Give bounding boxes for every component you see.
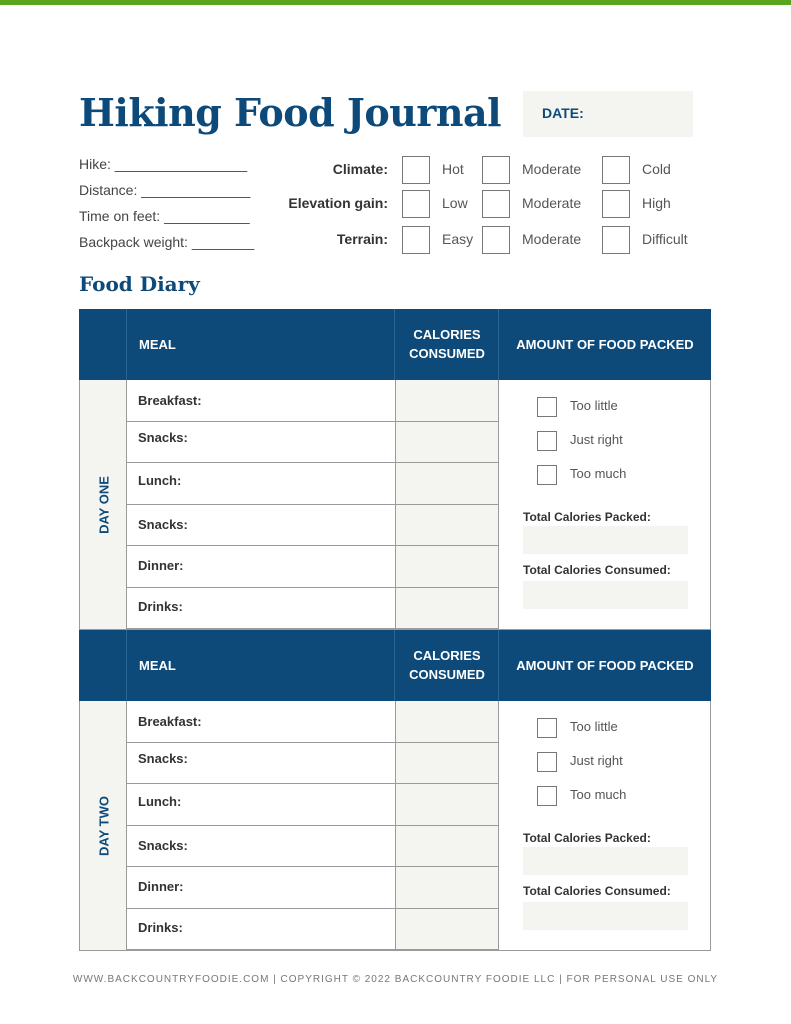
- day-one-table: [79, 309, 711, 629]
- drinks-row[interactable]: [127, 588, 395, 629]
- calories-cell[interactable]: [395, 701, 499, 743]
- amount-column-header: AMOUNT OF FOOD PACKED: [516, 658, 694, 673]
- table-bottom-border: [79, 629, 711, 630]
- snacks-row[interactable]: [127, 505, 395, 546]
- top-accent-bar: [0, 0, 791, 5]
- elevation-low-checkbox[interactable]: [402, 190, 430, 218]
- elevation-moderate-label: Moderate: [522, 195, 582, 211]
- lunch-row[interactable]: [127, 784, 395, 826]
- total-calories-consumed-field[interactable]: [523, 581, 688, 609]
- distance-field[interactable]: Distance: ______________: [79, 182, 251, 198]
- elevation-moderate-checkbox[interactable]: [482, 190, 510, 218]
- elevation-high-label: High: [642, 195, 671, 211]
- day-one-label: DAY ONE: [96, 475, 112, 534]
- snacks-row[interactable]: [127, 826, 395, 867]
- meal-label: Lunch:: [138, 473, 182, 488]
- lunch-row[interactable]: [127, 463, 395, 505]
- day-one-label-column: [79, 380, 127, 629]
- meal-label: Drinks:: [138, 599, 183, 614]
- table-header: [79, 630, 711, 701]
- calories-cell[interactable]: [395, 909, 499, 950]
- meal-label: Drinks:: [138, 920, 183, 935]
- drinks-row[interactable]: [127, 909, 395, 950]
- meal-label: Breakfast:: [138, 714, 202, 729]
- terrain-difficult-label: Difficult: [642, 231, 688, 247]
- footer-copyright: WWW.BACKCOUNTRYFOODIE.COM | COPYRIGHT © 2022 BACKCOUNTRY FOODIE LLC | FOR PERSONAL USE ONLY: [72, 974, 719, 985]
- just-right-checkbox[interactable]: [537, 752, 557, 772]
- table-bottom-border: [79, 950, 711, 951]
- header-divider: [126, 630, 127, 701]
- too-much-checkbox[interactable]: [537, 786, 557, 806]
- calories-cell[interactable]: [395, 463, 499, 505]
- page-title: Hiking Food Journal: [79, 90, 502, 135]
- calories-cell[interactable]: [395, 380, 499, 422]
- meal-label: Dinner:: [138, 879, 184, 894]
- total-calories-packed-label: Total Calories Packed:: [523, 831, 651, 845]
- total-calories-consumed-label: Total Calories Consumed:: [523, 563, 671, 577]
- calories-header-line-2: CONSUMED: [409, 346, 485, 361]
- day-two-table: [79, 630, 711, 950]
- just-right-label: Just right: [570, 753, 623, 768]
- terrain-moderate-label: Moderate: [522, 231, 582, 247]
- climate-cold-label: Cold: [642, 161, 671, 177]
- hike-field[interactable]: Hike: _________________: [79, 156, 248, 172]
- climate-moderate-checkbox[interactable]: [482, 156, 510, 184]
- too-little-checkbox[interactable]: [537, 718, 557, 738]
- date-label: DATE:: [542, 105, 584, 121]
- amount-column-header: AMOUNT OF FOOD PACKED: [516, 337, 694, 352]
- total-calories-packed-field[interactable]: [523, 847, 688, 875]
- terrain-easy-checkbox[interactable]: [402, 226, 430, 254]
- elevation-high-checkbox[interactable]: [602, 190, 630, 218]
- dinner-row[interactable]: [127, 546, 395, 588]
- meal-column-header: MEAL: [139, 658, 176, 673]
- terrain-difficult-checkbox[interactable]: [602, 226, 630, 254]
- calories-cell[interactable]: [395, 546, 499, 588]
- terrain-easy-label: Easy: [442, 231, 474, 247]
- food-diary-heading: Food Diary: [79, 272, 200, 296]
- total-calories-consumed-field[interactable]: [523, 902, 688, 930]
- amount-packed-panel: [499, 380, 711, 629]
- meal-label: Lunch:: [138, 794, 182, 809]
- date-field[interactable]: [523, 91, 693, 137]
- total-calories-consumed-label: Total Calories Consumed:: [523, 884, 671, 898]
- too-little-label: Too little: [570, 719, 618, 734]
- calories-cell[interactable]: [395, 422, 499, 463]
- calories-column-header: [395, 325, 499, 363]
- calories-cell[interactable]: [395, 784, 499, 826]
- amount-packed-panel: [499, 701, 711, 950]
- breakfast-row[interactable]: [127, 380, 395, 422]
- climate-moderate-label: Moderate: [522, 161, 582, 177]
- meal-label: Breakfast:: [138, 393, 202, 408]
- too-much-label: Too much: [570, 787, 627, 802]
- meal-label: Dinner:: [138, 558, 184, 573]
- calories-cell[interactable]: [395, 505, 499, 546]
- backpack-weight-field[interactable]: Backpack weight: ________: [79, 234, 255, 250]
- elevation-label: Elevation gain:: [288, 195, 388, 211]
- climate-label: Climate:: [332, 161, 388, 177]
- calories-cell[interactable]: [395, 826, 499, 867]
- calories-cell[interactable]: [395, 743, 499, 784]
- table-header: [79, 309, 711, 380]
- day-two-label-column: [79, 701, 127, 950]
- total-calories-packed-field[interactable]: [523, 526, 688, 554]
- just-right-checkbox[interactable]: [537, 431, 557, 451]
- breakfast-row[interactable]: [127, 701, 395, 743]
- dinner-row[interactable]: [127, 867, 395, 909]
- calories-column-header: [395, 646, 499, 684]
- climate-hot-label: Hot: [442, 161, 464, 177]
- time-on-feet-field[interactable]: Time on feet: ___________: [79, 208, 250, 224]
- day-two-label: DAY TWO: [96, 795, 112, 856]
- too-little-checkbox[interactable]: [537, 397, 557, 417]
- snacks-row[interactable]: [127, 422, 395, 463]
- snacks-row[interactable]: [127, 743, 395, 784]
- terrain-moderate-checkbox[interactable]: [482, 226, 510, 254]
- too-little-label: Too little: [570, 398, 618, 413]
- meal-label: Snacks:: [138, 430, 188, 445]
- too-much-checkbox[interactable]: [537, 465, 557, 485]
- elevation-low-label: Low: [442, 195, 468, 211]
- too-much-label: Too much: [570, 466, 627, 481]
- calories-header-line-2: CONSUMED: [409, 667, 485, 682]
- terrain-label: Terrain:: [336, 231, 388, 247]
- total-calories-packed-label: Total Calories Packed:: [523, 510, 651, 524]
- header-divider: [126, 309, 127, 380]
- meal-label: Snacks:: [138, 517, 188, 532]
- meal-label: Snacks:: [138, 751, 188, 766]
- just-right-label: Just right: [570, 432, 623, 447]
- calories-cell[interactable]: [395, 588, 499, 629]
- calories-cell[interactable]: [395, 867, 499, 909]
- meal-label: Snacks:: [138, 838, 188, 853]
- meal-column-header: MEAL: [139, 337, 176, 352]
- climate-cold-checkbox[interactable]: [602, 156, 630, 184]
- climate-hot-checkbox[interactable]: [402, 156, 430, 184]
- calories-header-line-1: CALORIES: [413, 648, 481, 663]
- calories-header-line-1: CALORIES: [413, 327, 481, 342]
